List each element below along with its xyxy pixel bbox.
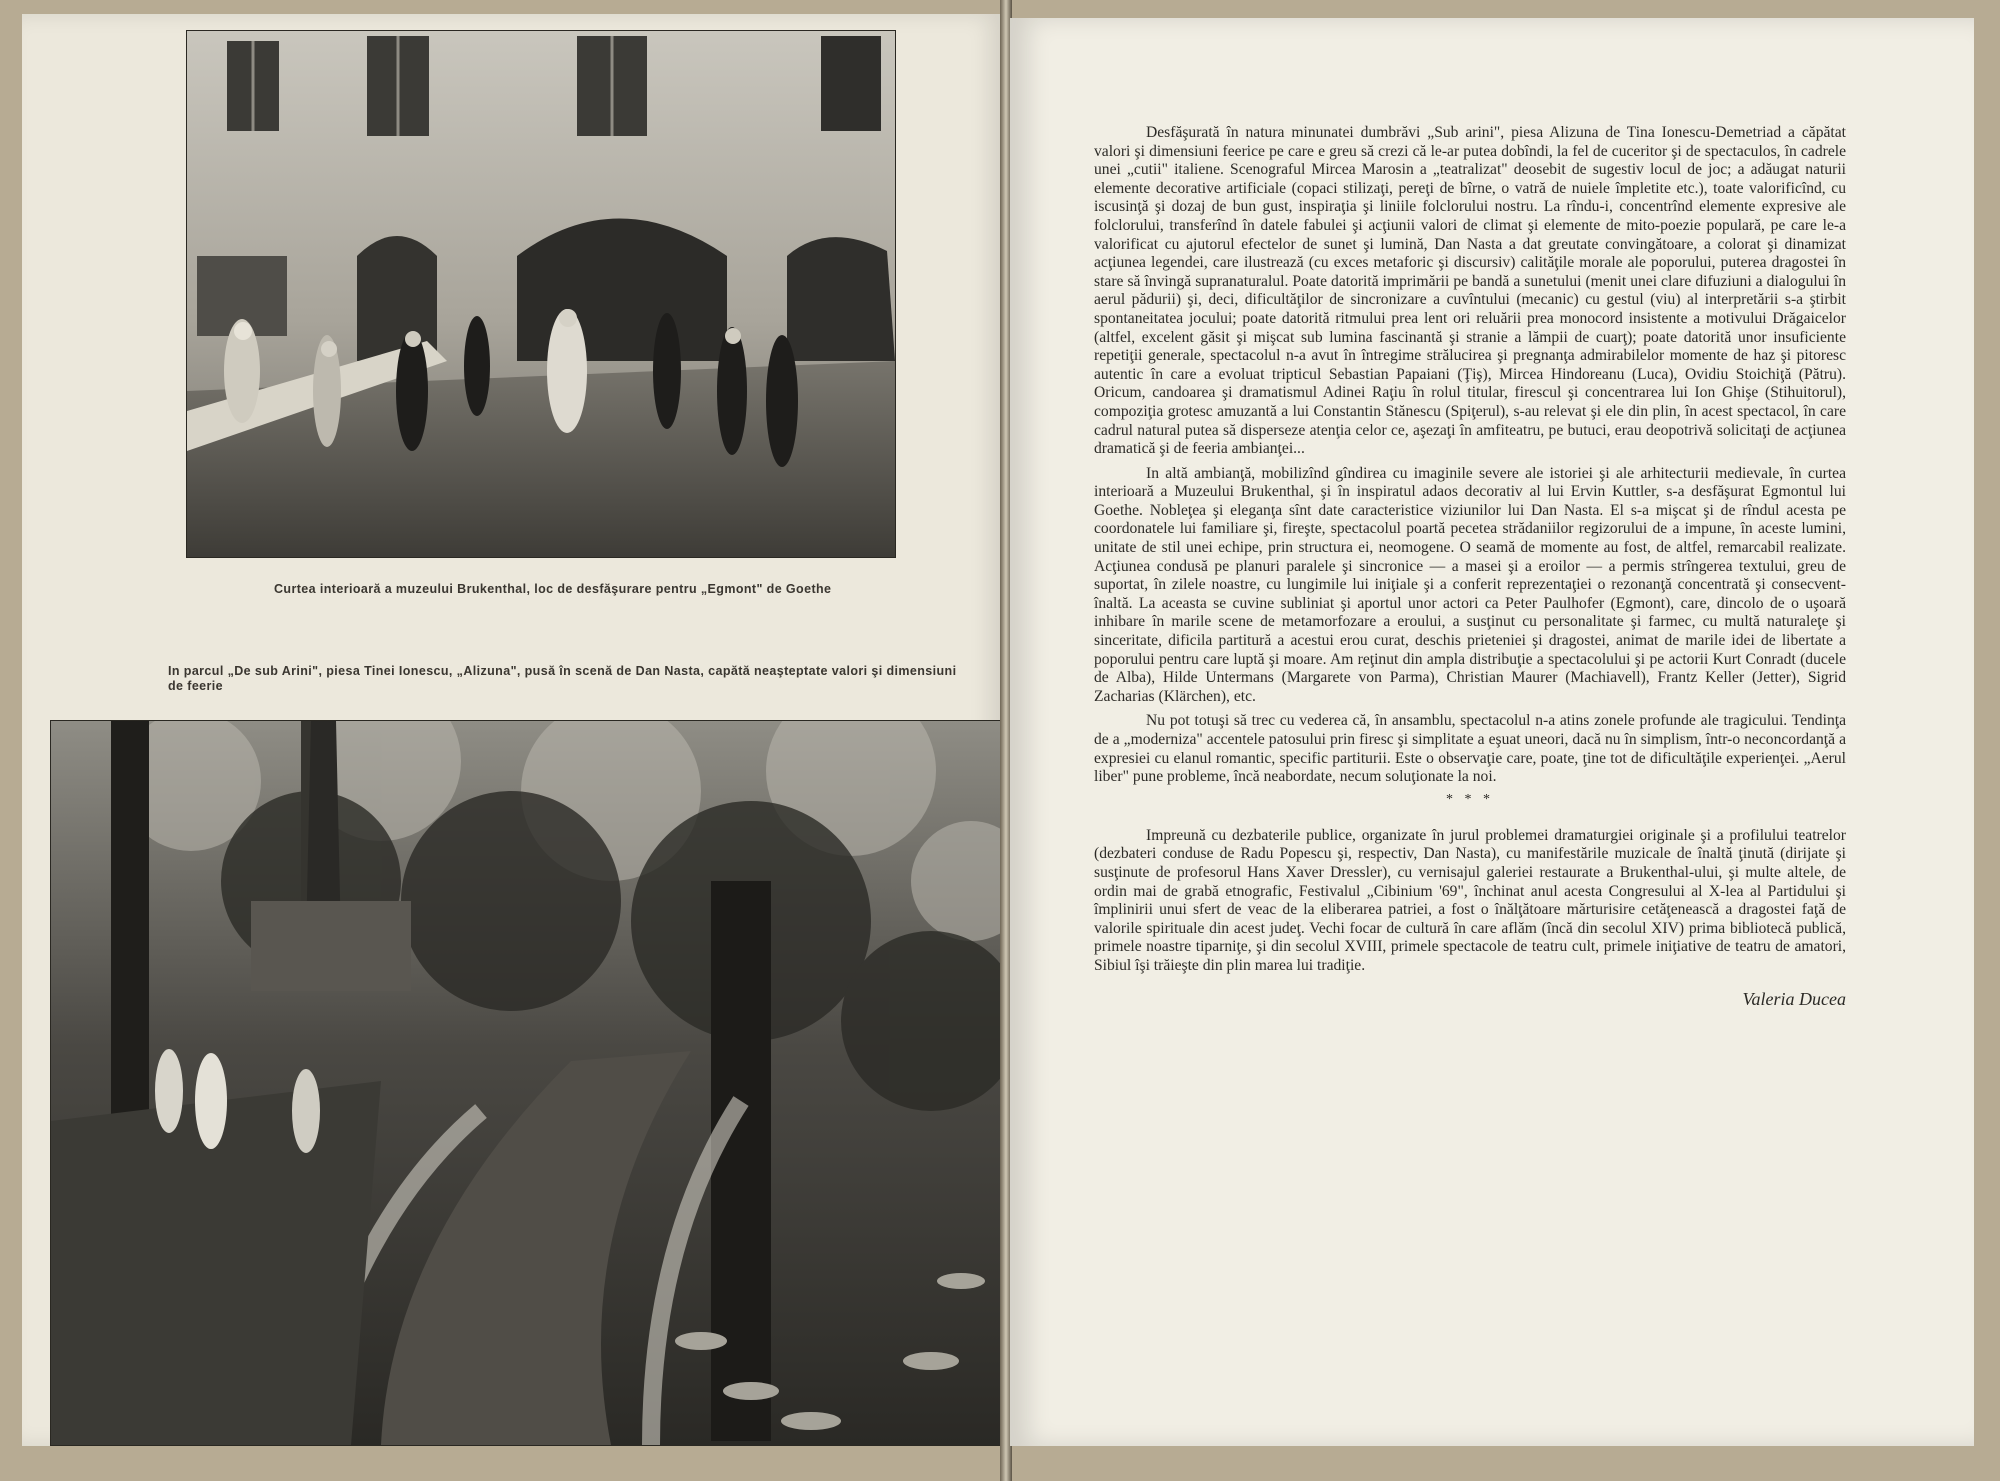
caption-park: In parcul „De sub Arini", piesa Tinei Ionescu, „Alizuna", pusă în scenă de Dan Nasta, capătă neaşteptate valori şi dimensiuni de feerie bbox=[168, 664, 957, 693]
section-asterism: * * * bbox=[1446, 791, 1494, 807]
article-text bbox=[1094, 124, 1846, 1008]
article-closing-paragraph: Impreună cu dezbaterile publice, organizate în jurul problemei dramaturgiei originale şi a profilului teatrelor (dezbateri conduse de Radu Popescu şi, respectiv, Dan Nasta), cu manifestările muzicale de înaltă ţinută (dirijate şi susţinute de profesorul Hans Xaver Dressler), cu vernisajul galeriei restaurate a Brukenthal-ului, şi multe altele, de ordin mai de grabă etnografic, Festivalul „Cibinium '69", închinat anul acesta Congresului al X-lea al Partidului şi împlinirii unui sfert de veac de la eliberarea patriei, a fost o înălţătoare mărturisire cetăţenească a dragostei faţă de valorile spirituale din acest judeţ. Vechi focar de cultură în care aflăm (încă din secolul XIV) prima bibliotecă publică, primele noastre tiparniţe, şi din secolul XVIII, primele spectacole de teatru cult, primele iniţiative de teatru de amatori, Sibiul îşi trăieşte din plin marea lui tradiţie. bbox=[1094, 826, 1846, 974]
courtyard-scene-photo bbox=[186, 30, 896, 558]
article-paragraph-2: In altă ambianţă, mobilizînd gîndirea cu imaginile severe ale istoriei şi ale arhitecturii medievale, în curtea interioară a Muzeului Brukenthal, şi în inspiratul adaos decorativ al lui Ervin Kuttler, s-a desfăşurat Egmontul lui Goethe. Nobleţea şi eleganţa sînt date caracteristice viziunilor lui Dan Nasta. El s-a mişcat şi de rîndul acesta pe coordonatele lui familiare şi, fireşte, spectacolul poartă pecetea strădaniilor regizorului de a impune, în aceste lumini, unitate de stil unei echipe, prin structura ei, neomogene. O seamă de momente au fost, de altfel, remarcabil realizate. Acţiunea condusă pe planuri paralele şi sincronice — a masei şi a eroilor — a permis strîngerea textului, greu de suportat, în zilele noastre, cu lungimile lui iniţiale şi a conferit reprezentaţiei o rezonanţă concentrată şi consecvent-înaltă. La aceasta se cuvine subliniat şi aportul unor actori ca Peter Paulhofer (Egmont), care, dincolo de o uşoară inhibare în marile scene de metamorfozare a eroului, a susţinut cu personalitate şi farmec, cu multă naturaleţe şi sinceritate, dificila partitură a acestui erou curat, deschis prieteniei şi dragostei, animat de marile idei de libertate a poporului pentru care luptă şi moare. Am reţinut din ampla distribuţie a spectacolului şi pe actorii Kurt Conradt (ducele de Alba), Hilde Untermans (Margarete von Parma), Christian Maurer (Machiavell), Frantz Keller (Jetter), Sigrid Zacharias (Klärchen), etc. bbox=[1094, 464, 1846, 705]
author-signature: Valeria Ducea bbox=[1742, 988, 1846, 1009]
article-paragraph-1: Desfăşurată în natura minunatei dumbrăvi „Sub arini", piesa Alizuna de Tina Ionescu-Demetriad a căpătat valori şi dimensiuni feerice pe care e greu să crezi că le-ar putea dobîndi, la fel de cuceritor şi de spectaculos, în cadrele unei „cutii" italiene. Scenograful Mircea Marosin a „teatralizat" deosebit de sugestiv locul de joc; a adăugat naturii elemente decorative artificiale (copaci stilizaţi, pereţi de bîrne, o vatră de nuiele împletite etc.), toate valorificînd, cu iscusinţă şi dozaj de bun gust, inspiraţia şi liniile folclorului nostru. La rîndu-i, concentrînd elemente expresive ale folclorului, transferînd în datele fabulei şi acţiunii valori de climat şi elemente de mito-poezie populară, pe care le-a valorificat cu ajutorul efectelor de sunet şi lumină, Dan Nasta a dat greutate convingătoare, a colorat şi dinamizat acţiunea legendei, care ilustrează (cu exces metaforic şi discursiv) calităţile morale ale poporului, puterea dragostei în stare să învingă supranaturalul. Poate datorită imprimării pe bandă a sunetului (menit unei clare difuziuni a dialogului în aerul pădurii) şi, deci, dificultăţilor de sincronizare a cuvîntului (mecanic) cu gestul (viu) al interpretării s-a ştirbit spontaneitatea jocului; poate datorită ritmului prea lent ori reluării prea monocord insistente a motivului Drăgaicelor (altfel, excelent găsit şi mişcat sub lumina fascinantă şi stranie a lămpii de cuarţ); poate datorită unor insuficiente repetiţii generale, spectacolul n-a avut în întregime strălucirea şi pregnanţa admirabilelor momente de haz şi pitoresc autentic în care a evoluat tripticul Sebastian Papaiani (Ţiş), Mircea Hindoreanu (Luca), Ovidiu Stoichiţă (Pătru). Oricum, candoarea şi dramatismul Adinei Raţiu în rolul titular, firescul şi concentrarea lui Ion Ghişe (Stihuitorul), compoziţia grotesc amuzantă a lui Constantin Stănescu (Spiţerul), s-au relevat şi ele din plin, în acest spectacol, în care cadrul natural putea să disperseze atenţia celor ce, aşezaţi în amfiteatru, pe butuci, erau deopotrivă solicitaţi de acţiunea dramatică şi de feeria ambianţei... bbox=[1094, 124, 1846, 458]
article-paragraph-3: Nu pot totuşi să trec cu vederea că, în ansamblu, spectacolul n-a atins zonele profunde ale tragicului. Tendinţa de a „moderniza" accentele patosului prin firesc şi simplitate a eşuat uneori, dacă nu în simplism, într-o neconcordanţă a expresiei cu elanul romantic, specific partiturii. Este o observaţie care, poate, ţine tot de dificultăţile experienţei. „Aerul liber" pune probleme, încă neabordate, necum soluţionate la noi. bbox=[1094, 712, 1846, 786]
caption-courtyard: Curtea interioară a muzeului Brukenthal, loc de desfăşurare pentru „Egmont" de Goethe bbox=[274, 582, 832, 596]
forest-stage-photo bbox=[50, 720, 1022, 1446]
left-page bbox=[22, 14, 1004, 1446]
